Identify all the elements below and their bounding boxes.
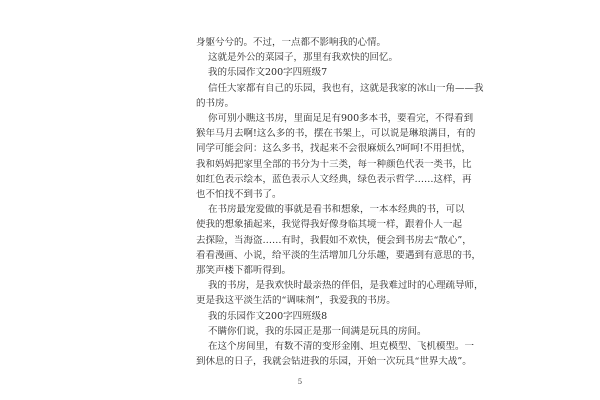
text-line: 不瞒你们说，我的乐园正是那一间满是玩具的房间。 — [208, 325, 427, 337]
text-line: 在书房最宠爱做的事就是看书和想象，一本本经典的书，可以 — [208, 204, 465, 216]
text-line: 你可别小瞧这书房，里面足足有900多本书，要看完，不得看到 — [208, 113, 474, 124]
text-line: 我和妈妈把家里全部的书分为十三类，每一种颜色代表一类书，比 — [196, 158, 472, 170]
text-line: 也不怕找不到书了。 — [196, 189, 282, 200]
page-number: 5 — [297, 378, 303, 386]
text-line: 猴年马月去啊!这么多的书，摆在书架上，可以说是琳琅满目，有的 — [196, 128, 476, 140]
text-line: 更是我这平淡生活的“调味剂”，我爱我的书房。 — [196, 295, 396, 307]
text-line: 看看漫画、小说，给平淡的生活增加几分乐趣，要遇到有意思的书， — [196, 249, 482, 261]
text-line: 身躯兮兮的。不过，一点都不影响我的心情。 — [196, 37, 387, 48]
text-line: 我的书房，是我欢快时最亲热的伴侣，是我难过时的心理疏导师， — [208, 280, 484, 292]
text-line: 同学可能会问：这么多书，找起来不会很麻烦么?呵呵!不用担忧， — [196, 143, 471, 155]
section-heading: 我的乐园作文200字四班级8 — [208, 310, 328, 322]
text-line: 如红色表示绘本，蓝色表示人文经典，绿色表示哲学……这样，再 — [196, 173, 472, 185]
text-line: 去探险，当海盗……有时，我假如不欢快，便会到书房去“散心”， — [196, 234, 472, 246]
text-line: 在这个房间里，有数不清的变形金刚、坦克模型、飞机模型。一 — [208, 341, 475, 352]
text-line: 到休息的日子，我就会钻进我的乐园，开始一次玩具“世界大战”。 — [196, 356, 472, 368]
text-line: 使我的想象插起来，我觉得我好像身临其境一样，跟着仆人一起 — [196, 219, 463, 231]
text-line: 信任大家都有自己的乐园，我也有，这就是我家的冰山一角——我 — [208, 82, 484, 94]
text-line: 那笑声楼下都听得到。 — [196, 265, 292, 276]
text-line: 的书房。 — [196, 97, 235, 109]
text-line: 这就是外公的菜园子，那里有我欢快的回忆。 — [208, 52, 399, 64]
section-heading: 我的乐园作文200字四班级7 — [208, 67, 328, 79]
